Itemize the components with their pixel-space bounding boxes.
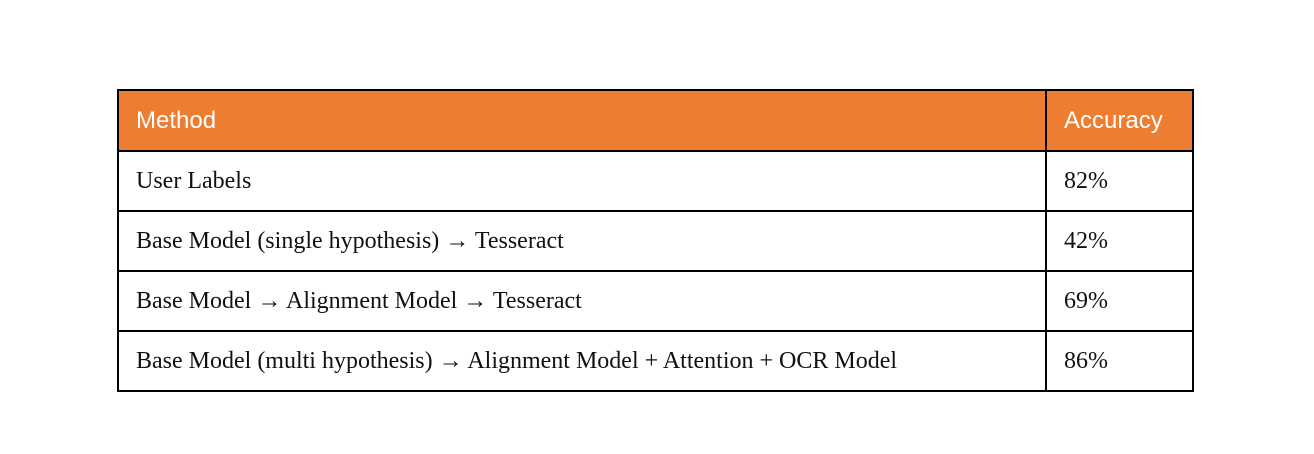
- method-cell: Base Model → Alignment Model → Tesseract: [118, 271, 1046, 331]
- table-row: [118, 331, 1193, 391]
- results-table: [117, 89, 1194, 392]
- accuracy-cell: 42%: [1046, 211, 1193, 271]
- accuracy-cell: 69%: [1046, 271, 1193, 331]
- method-cell: Base Model (single hypothesis) → Tesseract: [118, 211, 1046, 271]
- method-cell: User Labels: [118, 151, 1046, 211]
- accuracy-cell: 86%: [1046, 331, 1193, 391]
- table-row: [118, 151, 1193, 211]
- accuracy-cell: 82%: [1046, 151, 1193, 211]
- table-row: [118, 271, 1193, 331]
- results-table-container: [117, 89, 1192, 392]
- column-header-method: Method: [118, 90, 1046, 151]
- method-cell: Base Model (multi hypothesis) → Alignment Model + Attention + OCR Model: [118, 331, 1046, 391]
- table-row: [118, 211, 1193, 271]
- column-header-accuracy: Accuracy: [1046, 90, 1193, 151]
- table-header-row: [118, 90, 1193, 151]
